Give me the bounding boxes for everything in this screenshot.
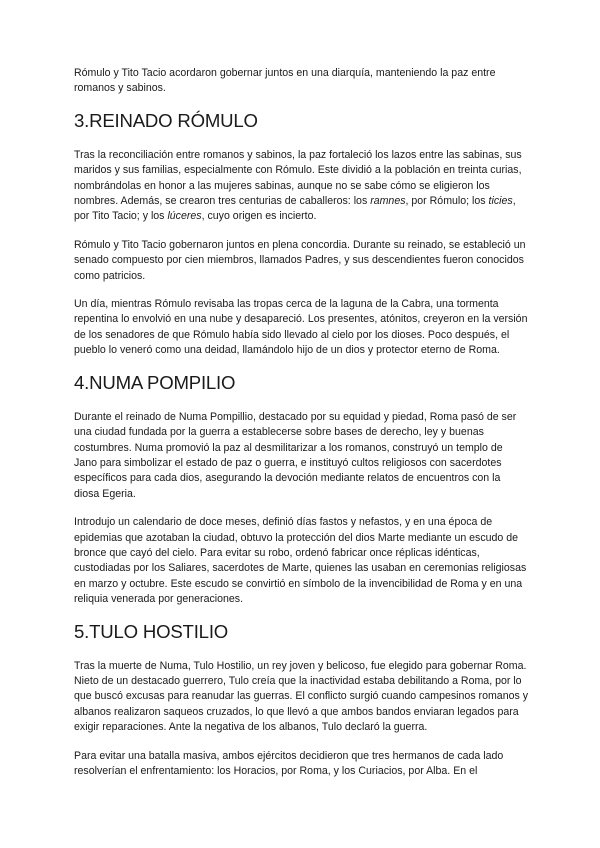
text-run: , por Tito Tacio; y los: [74, 195, 516, 223]
paragraph-desaparicion: Un día, mientras Rómulo revisaba las tropas cerca de la laguna de la Cabra, una tormenta repentina lo envolvió en una nube y desapareció. Los presentes, atónitos, creyeron en la versión de los senadores de que Rómulo había sido llevado al cielo por los dioses. Poco después, el pueblo lo veneró como una deidad, llamándolo hijo de un dios y protector eterno de Roma.: [74, 298, 528, 357]
paragraph-numa-reinado: Durante el reinado de Numa Pompillio, destacado por su equidad y piedad, Roma pasó de ser una ciudad fundada por la guerra a establecerse sobre bases de derecho, ley y buenas costumbres. Numa promovió la paz al desmilitarizar a los romanos, construyó un templo de Jano para simbolizar el estado de paz o guerra, e instituyó cultos religiosos con sacerdotes específicos para cada dios, asegurando la devoción mediante relatos de encuentros con la diosa Egeria.: [74, 410, 517, 500]
paragraph-curias: [74, 148, 528, 225]
paragraph-senado: Rómulo y Tito Tacio gobernaron juntos en plena concordia. Durante su reinado, se estableció un senado compuesto por cien miembros, llamados Padres, y sus descendientes fueron conocidos como patricios.: [74, 238, 526, 282]
paragraph-numa-calendario: Introdujo un calendario de doce meses, definió días fastos y nefastos, y en una época de epidemias que azotaban la ciudad, obtuvo la protección del dios Marte mediante un escudo de bronce que cayó del cielo. Para evitar su robo, ordenó fabricar once réplicas idénticas, custodiadas por los Saliares, sacerdotes de Marte, quienes las usaban en ceremonias religiosas en marzo y octubre. Este escudo se convirtió en símbolo de la invencibilidad de Roma y en una reliquia venerada por generaciones.: [74, 516, 527, 606]
italic-term-luceres: lúceres: [167, 210, 202, 223]
italic-term-ticies: ticies: [488, 195, 513, 208]
text-run: , por Rómulo; los: [405, 195, 489, 208]
italic-term-ramnes: ramnes: [370, 195, 406, 208]
intro-paragraph: Rómulo y Tito Tacio acordaron gobernar juntos en una diarquía, manteniendo la paz entre romanos y sabinos.: [74, 67, 496, 95]
paragraph-horacios-curiacios: Para evitar una batalla masiva, ambos ejércitos decidieron que tres hermanos de cada lado resolverían el enfrentamiento: los Horacios, por Roma, y los Curiacios, por Alba. En el: [74, 749, 504, 777]
section-heading-reinado-romulo: 3.REINADO RÓMULO: [74, 109, 258, 131]
paragraph-tulo-guerra: Tras la muerte de Numa, Tulo Hostilio, un rey joven y belicoso, fue elegido para gobernar Roma. Nieto de un destacado guerrero, Tulo creía que la inactividad estaba debilitando a Roma, por lo que buscó excusas para reanudar las guerras. El conflicto surgió cuando campesinos romanos y albanos realizaron saqueos cruzados, lo que llevó a que ambos bandos enviaran legados para exigir reparaciones. Ante la negativa de los albanos, Tulo declaró la guerra.: [74, 659, 529, 734]
section-heading-tulo-hostilio: 5.TULO HOSTILIO: [74, 620, 229, 642]
text-run: Tras la reconciliación entre romanos y sabinos, la paz fortaleció los lazos entre las sabinas, sus maridos y sus familias, especialmente con Rómulo. Este dividió a la población en treinta curias, nombrándolas en honor a las mujeres sabinas, aunque no se sabe cómo se eligieron los nombres. Además, se crearon tres centurias de caballeros: los: [74, 148, 522, 208]
document-body: [74, 66, 528, 792]
section-heading-numa-pompilio: 4.NUMA POMPILIO: [74, 371, 236, 393]
text-run: , cuyo origen es incierto.: [201, 210, 317, 223]
